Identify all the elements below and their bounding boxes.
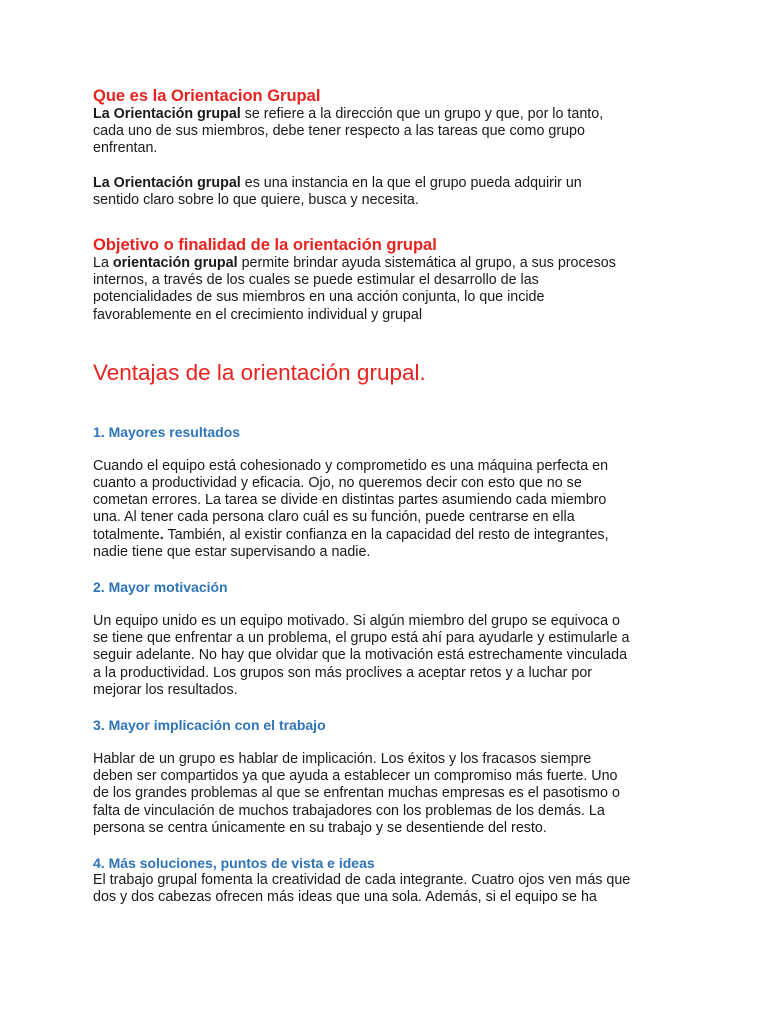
paragraph-text: Cuando el equipo está cohesionado y comprometido es una máquina perfecta en cuanto a productividad y eficacia. Ojo, no queremos decir con esto que no se cometan errores. La tarea se divide en distintas partes asumiendo cada miembro una. Al tener cada persona claro cuál es su función, puede centrarse en ella totalmente	[93, 457, 609, 543]
paragraph-text: es una instancia en la que el grupo pueda adquirir un sentido claro sobre lo que quiere, busca y necesita.	[93, 174, 582, 208]
paragraph-text: La	[93, 255, 113, 272]
paragraph-mas-soluciones: El trabajo grupal fomenta la creatividad de cada integrante. Cuatro ojos ven más que dos y dos cabezas ofrecen más ideas que una sola. Además, si el equipo se ha	[93, 872, 631, 906]
heading-ventajas: Ventajas de la orientación grupal.	[93, 359, 426, 385]
bold-term: orientación grupal	[112, 255, 238, 272]
bold-term: La Orientación grupal	[93, 106, 241, 122]
subheading-mayor-implicacion: 3. Mayor implicación con el trabajo	[93, 717, 326, 734]
subheading-mayores-resultados: 1. Mayores resultados	[93, 423, 241, 440]
document-page	[93, 86, 683, 906]
paragraph-mayor-implicacion: Hablar de un grupo es hablar de implicación. Los éxitos y los fracasos siempre deben ser compartidos ya que ayuda a establecer un compromiso más fuerte. Uno de los grandes problemas al que se enfrentan muchas empresas es el pasotismo o falta de vinculación de muchos trabajadores con los problemas de los demás. La persona se centra únicamente en su trabajo y se desentiende del resto.	[93, 751, 620, 836]
paragraph-text: permite brindar ayuda sistemática al grupo, a sus procesos internos, a través de los cuales se puede estimular el desarrollo de las potencialidades de sus miembros en una acción conjunta, lo que incide favorablemente en el crecimiento individual y grupal	[93, 255, 616, 323]
bold-period: .	[159, 526, 164, 543]
paragraph-objetivo	[93, 255, 683, 324]
paragraph-text: También, al existir confianza en la capacidad del resto de integrantes, nadie tiene que estar supervisando a nadie.	[93, 526, 609, 560]
bold-term: La Orientación grupal	[93, 174, 241, 191]
paragraph-instance	[93, 175, 683, 209]
subheading-mayor-motivacion: 2. Mayor motivación	[93, 579, 228, 596]
subheading-mas-soluciones: 4. Más soluciones, puntos de vista e ideas	[93, 855, 375, 872]
paragraph-mayores-resultados	[93, 458, 683, 561]
heading-objetivo: Objetivo o finalidad de la orientación grupal	[93, 236, 437, 255]
heading-que-es: Que es la Orientacion Grupal	[93, 87, 321, 105]
paragraph-definition	[93, 106, 683, 158]
paragraph-mayor-motivacion: Un equipo unido es un equipo motivado. Si algún miembro del grupo se equivoca o se tiene que enfrentar a un problema, el grupo está ahí para ayudarle y estimularle a seguir adelante. No hay que olvidar que la motivación está estrechamente vinculada a la productividad. Los grupos son más proclives a aceptar retos y a luchar por mejorar los resultados.	[93, 613, 630, 698]
paragraph-text: se refiere a la dirección que un grupo y que, por lo tanto, cada uno de sus miembros, debe tener respecto a las tareas que como grupo enfrentan.	[93, 106, 604, 157]
